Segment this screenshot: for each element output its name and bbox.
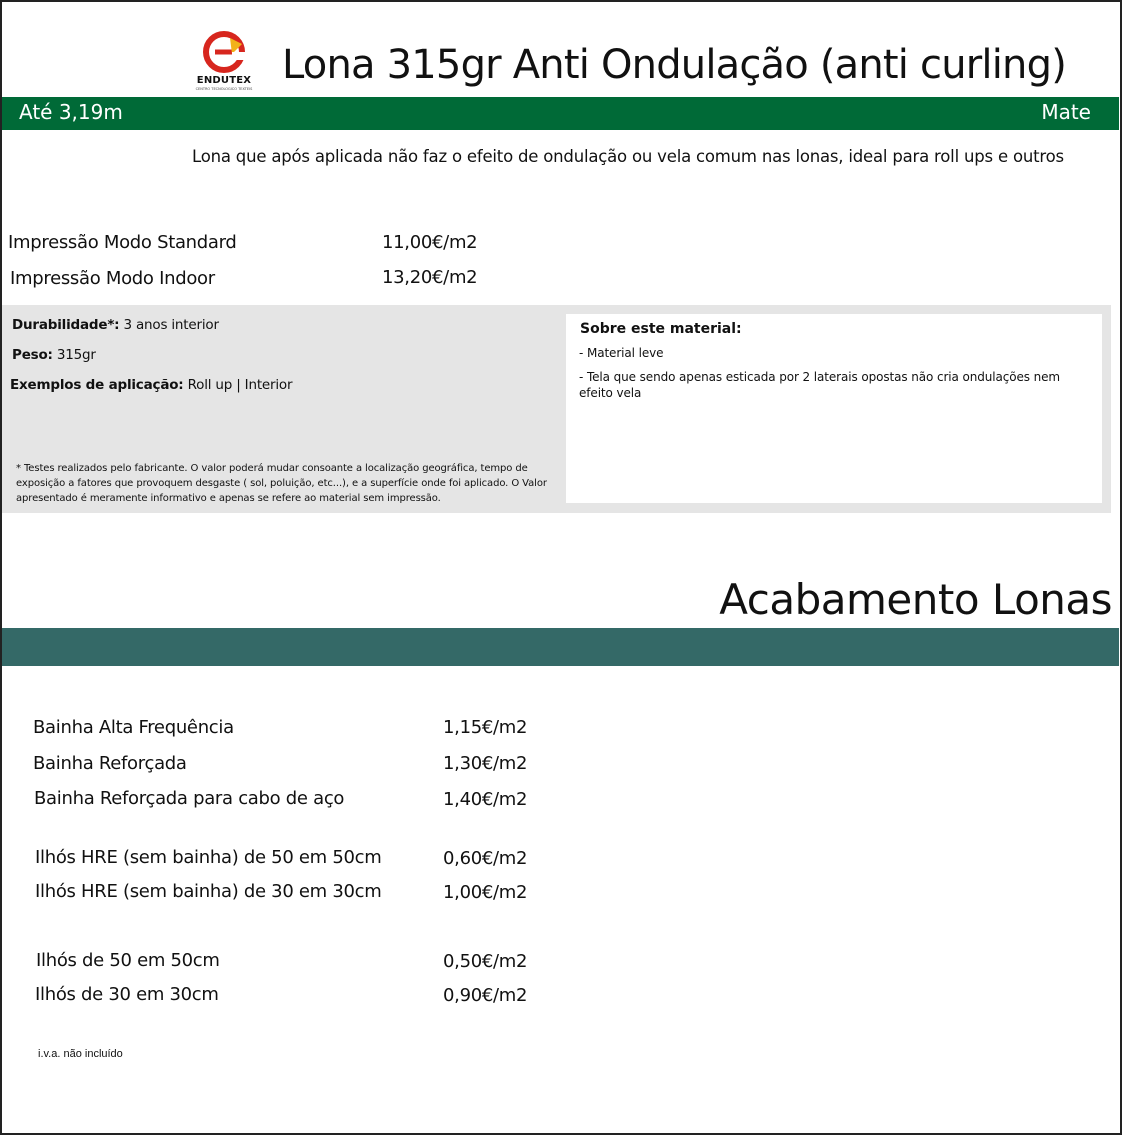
finishing-label: Ilhós de 50 em 50cm [36, 950, 220, 971]
finishing-label: Ilhós de 30 em 30cm [35, 984, 219, 1005]
finishing-value: 1,30€/m2 [443, 753, 528, 774]
finishing-value: 0,60€/m2 [443, 848, 528, 869]
tax-note: i.v.a. não incluído [38, 1048, 123, 1060]
durability-label: Durabilidade*: [12, 317, 120, 333]
logo-tagline: CENTRO TECNOLOGICO TEXTEIS [195, 87, 253, 91]
finishing-value: 1,15€/m2 [443, 717, 528, 738]
green-header-bar [2, 97, 1119, 130]
about-title: Sobre este material: [580, 321, 742, 337]
finishing-value: 0,50€/m2 [443, 951, 528, 972]
spec-durability [12, 317, 219, 333]
about-item: - Tela que sendo apenas esticada por 2 laterais opostas não cria ondulações nem efeito vela [579, 370, 1061, 400]
weight-label: Peso: [12, 347, 53, 363]
price-label-indoor: Impressão Modo Indoor [10, 268, 215, 289]
finishing-label: Bainha Reforçada [33, 753, 187, 774]
endutex-logo [190, 26, 258, 100]
product-description: Lona que após aplicada não faz o efeito de ondulação ou vela comum nas lonas, ideal para roll ups e outros [192, 147, 1064, 166]
weight-value: 315gr [56, 347, 96, 363]
about-item: - Material leve [579, 346, 664, 360]
finishing-value: 1,00€/m2 [443, 882, 528, 903]
examples-value: Roll up | Interior [187, 377, 293, 393]
about-material-box [566, 314, 1102, 503]
finishing-value: 1,40€/m2 [443, 789, 528, 810]
durability-value: 3 anos interior [123, 317, 219, 333]
logo-name: ENDUTEX [196, 75, 252, 86]
durability-footnote: * Testes realizados pelo fabricante. O valor poderá mudar consoante a localização geográfica, tempo de exposição a fatores que provoquem desgaste ( sol, poluição, etc...), e a superfície onde foi aplicado. O Valor apresentado é meramente informativo e apenas se refere ao material sem impressão. [16, 463, 547, 504]
price-value-indoor: 13,20€/m2 [382, 267, 478, 288]
finish-label: Mate [1041, 100, 1091, 124]
finishing-section-title: Acabamento Lonas [719, 575, 1112, 624]
finishing-label: Ilhós HRE (sem bainha) de 30 em 30cm [35, 881, 382, 902]
finishing-label: Ilhós HRE (sem bainha) de 50 em 50cm [35, 847, 382, 868]
page-title: Lona 315gr Anti Ondulação (anti curling) [282, 42, 1066, 88]
spec-examples [10, 377, 292, 393]
finishing-label: Bainha Alta Frequência [33, 717, 234, 738]
endutex-logo-icon [202, 30, 246, 74]
finishing-value: 0,90€/m2 [443, 985, 528, 1006]
teal-section-bar [2, 628, 1119, 666]
finishing-label: Bainha Reforçada para cabo de aço [34, 788, 345, 809]
price-label-standard: Impressão Modo Standard [8, 232, 237, 253]
spec-weight [12, 347, 96, 363]
examples-label: Exemplos de aplicação: [10, 377, 184, 393]
price-value-standard: 11,00€/m2 [382, 232, 478, 253]
width-label: Até 3,19m [19, 100, 123, 124]
